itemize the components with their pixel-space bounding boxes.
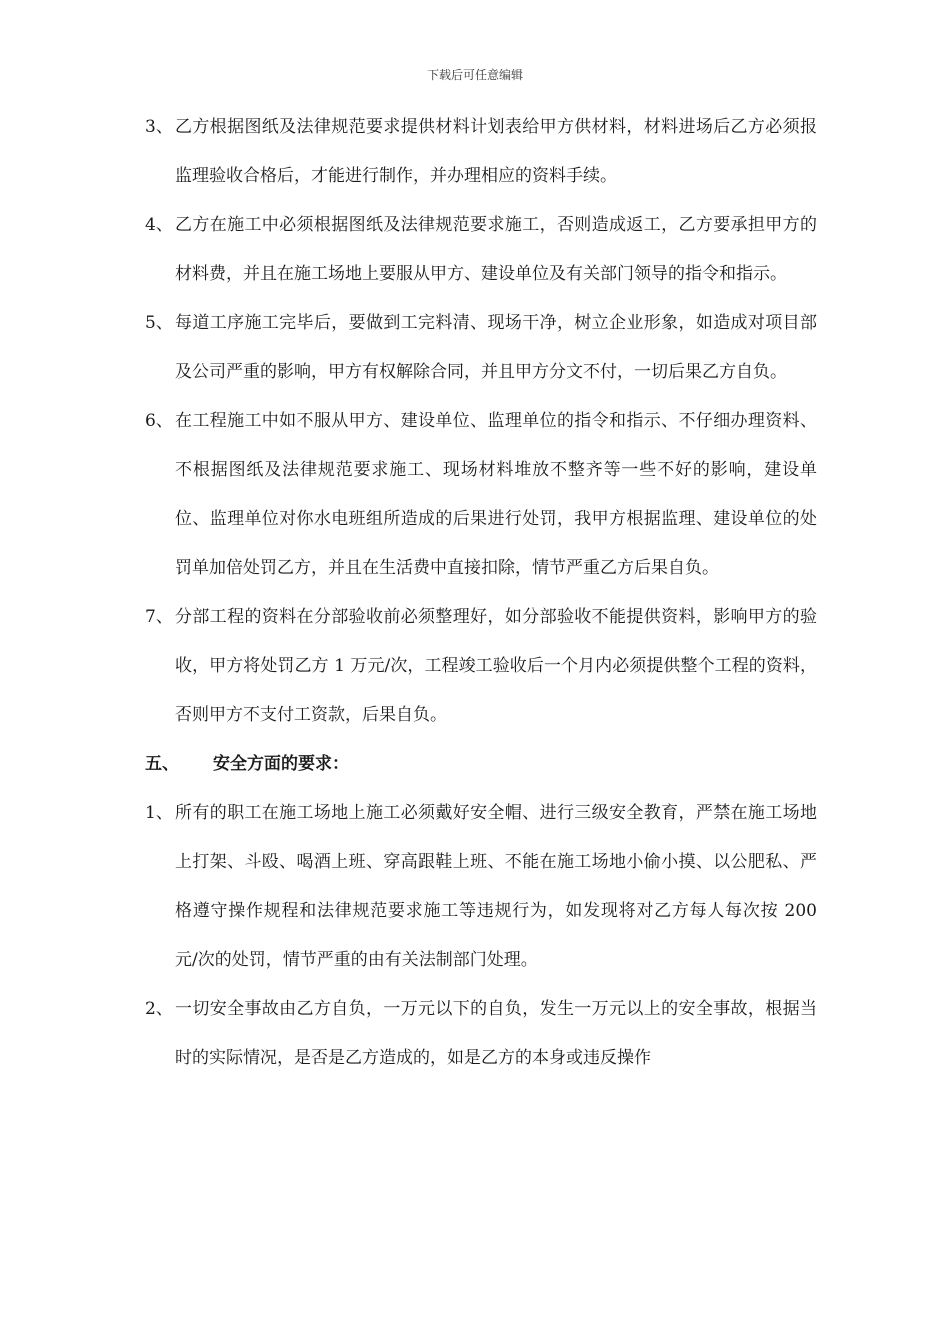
item-number: 4、 (145, 215, 173, 235)
item-text: 分部工程的资料在分部验收前必须整理好，如分部验收不能提供资料，影响甲方的验收，甲方将处罚乙方 1 万元/次，工程竣工验收后一个月内必须提供整个工程的资料，否则甲方不支付工资款，后果自负。 (175, 607, 817, 725)
list-item-6 (145, 397, 817, 593)
item-number: 6、 (145, 411, 173, 431)
list-item-1 (145, 789, 817, 985)
list-item-4 (145, 201, 817, 299)
list-item-5 (145, 299, 817, 397)
document-body (145, 103, 817, 1083)
item-number: 7、 (145, 607, 173, 627)
section-title: 安全方面的要求： (213, 754, 349, 774)
section-heading (145, 740, 817, 789)
item-number: 1、 (145, 803, 173, 823)
list-item-7 (145, 593, 817, 740)
item-text: 所有的职工在施工场地上施工必须戴好安全帽、进行三级安全教育，严禁在施工场地上打架、斗殴、喝酒上班、穿高跟鞋上班、不能在施工场地小偷小摸、以公肥私、严格遵守操作规程和法律规范要求施工等违规行为，如发现将对乙方每人每次按 200 元/次的处罚，情节严重的由有关法制部门处理。 (175, 803, 817, 970)
section-number: 五、 (145, 754, 179, 774)
list-item-2 (145, 985, 817, 1083)
item-text: 乙方根据图纸及法律规范要求提供材料计划表给甲方供材料，材料进场后乙方必须报监理验收合格后，才能进行制作，并办理相应的资料手续。 (175, 117, 817, 186)
item-number: 3、 (145, 117, 173, 137)
page-header-note: 下载后可任意编辑 (426, 68, 523, 82)
item-number: 5、 (145, 313, 173, 333)
item-text: 在工程施工中如不服从甲方、建设单位、监理单位的指令和指示、不仔细办理资料、不根据图纸及法律规范要求施工、现场材料堆放不整齐等一些不好的影响，建设单位、监理单位对你水电班组所造成的后果进行处罚，我甲方根据监理、建设单位的处罚单加倍处罚乙方，并且在生活费中直接扣除，情节严重乙方后果自负。 (175, 411, 817, 578)
list-item-3 (145, 103, 817, 201)
item-text: 每道工序施工完毕后，要做到工完料清、现场干净，树立企业形象，如造成对项目部及公司严重的影响，甲方有权解除合同，并且甲方分文不付，一切后果乙方自负。 (175, 313, 817, 382)
item-text: 乙方在施工中必须根据图纸及法律规范要求施工，否则造成返工，乙方要承担甲方的材料费，并且在施工场地上要服从甲方、建设单位及有关部门领导的指令和指示。 (175, 215, 817, 284)
item-text: 一切安全事故由乙方自负，一万元以下的自负，发生一万元以上的安全事故，根据当时的实际情况，是否是乙方造成的，如是乙方的本身或违反操作 (175, 999, 817, 1068)
item-number: 2、 (145, 999, 173, 1019)
